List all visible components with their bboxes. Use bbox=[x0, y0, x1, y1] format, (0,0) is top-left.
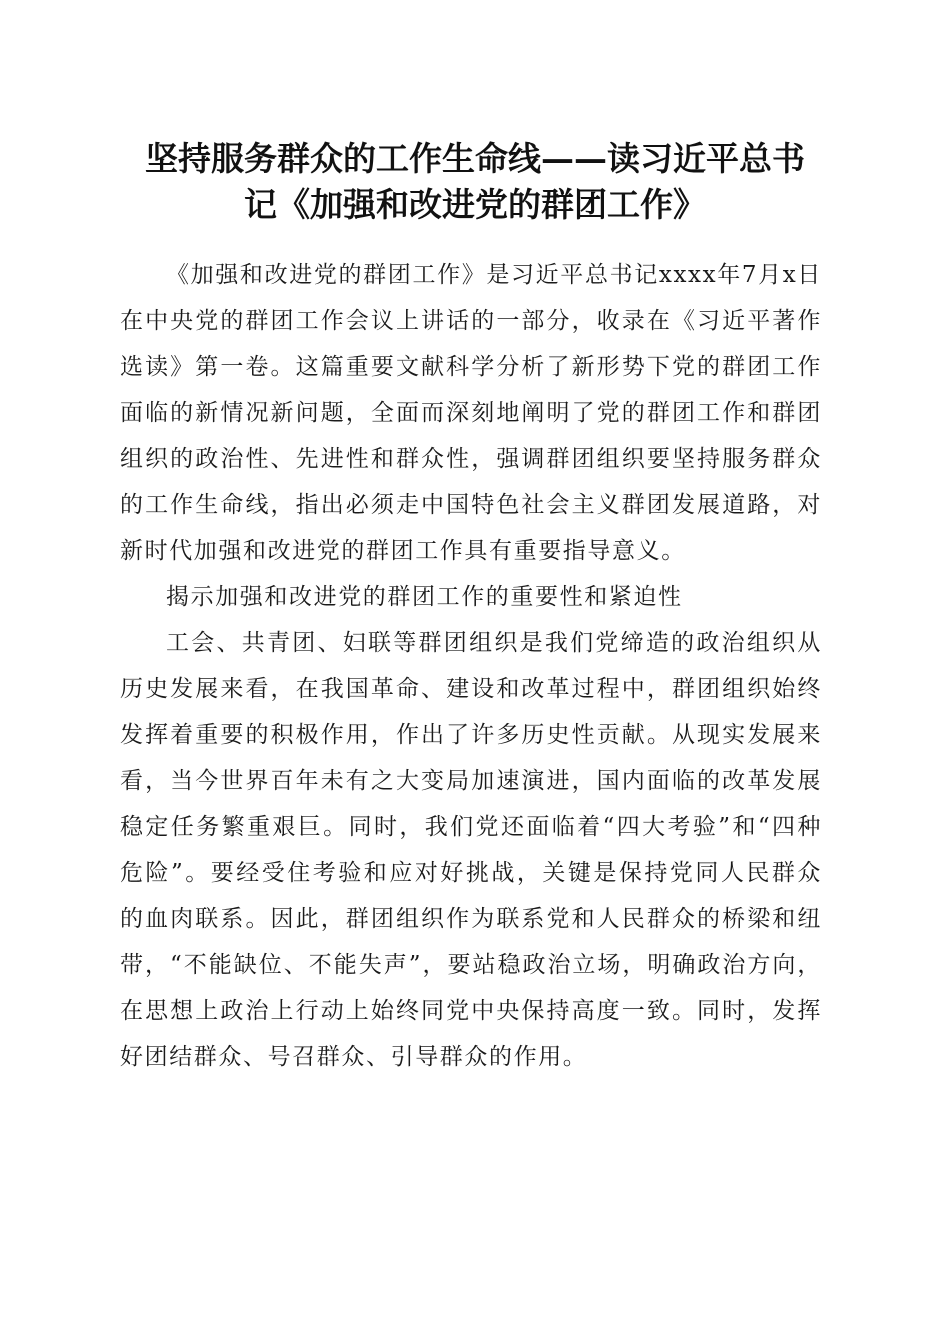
title-line-1: 坚持服务群众的工作生命线——读习近平总书 bbox=[145, 139, 805, 178]
paragraph-importance: 工会、共青团、妇联等群团组织是我们党缔造的政治组织从历史发展来看，在我国革命、建设和改革过程中，群团组织始终发挥着重要的积极作用，作出了许多历史性贡献。从现实发展来看，当今世界百年未有之大变局加速演进，国内面临的改革发展稳定任务繁重艰巨。同时，我们党还面临着“四大考验”和“四种危险”。要经受住考验和应对好挑战，关键是保持党同人民群众的血肉联系。因此，群团组织作为联系党和人民群众的桥梁和纽带，“不能缺位、不能失声”，要站稳政治立场，明确政治方向，在思想上政治上行动上始终同党中央保持高度一致。同时，发挥好团结群众、号召群众、引导群众的作用。 bbox=[120, 630, 822, 1070]
paragraph-intro: 《加强和改进党的群团工作》是习近平总书记xxxx年7月x日在中央党的群团工作会议上讲话的一部分，收录在《习近平著作选读》第一卷。这篇重要文献科学分析了新形势下党的群团工作面临的新情况新问题，全面而深刻地阐明了党的群团工作和群团组织的政治性、先进性和群众性，强调群团组织要坚持服务群众的工作生命线，指出必须走中国特色社会主义群团发展道路，对新时代加强和改进党的群团工作具有重要指导意义。 bbox=[120, 262, 822, 564]
title-line-2: 记《加强和改进党的群团工作》 bbox=[244, 185, 706, 224]
document-title bbox=[110, 136, 840, 228]
document-body bbox=[120, 252, 822, 1080]
section-heading: 揭示加强和改进党的群团工作的重要性和紧迫性 bbox=[166, 584, 683, 610]
